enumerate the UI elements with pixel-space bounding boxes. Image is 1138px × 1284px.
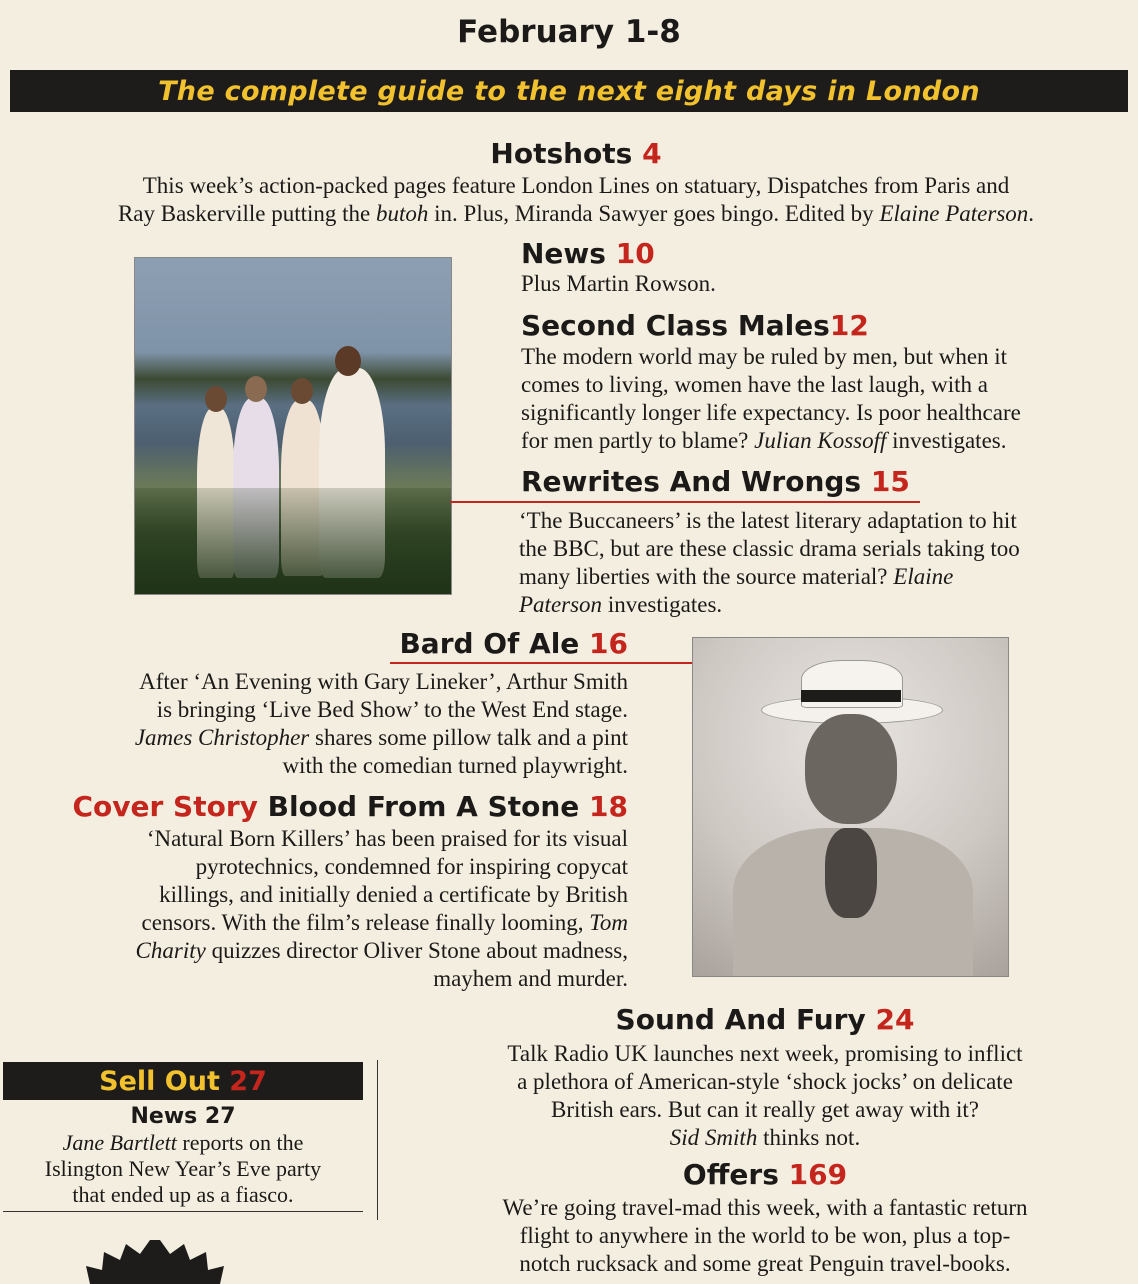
sound-title: Sound And Fury xyxy=(615,1003,866,1036)
hotshots-line: This week’s action-packed pages feature London Lines on statuary, Dispatches from Paris and xyxy=(142,173,1010,198)
second-class-title: Second Class Males xyxy=(521,309,830,342)
rewrites-page: 15 xyxy=(870,465,910,498)
sound-text: Talk Radio UK launches next week, promising to inflict a plethora of American-style ‘shock jocks’ on delicate British ears. But can it really get away with it? Sid Smith thinks not. xyxy=(507,1041,1023,1150)
sellout-heading xyxy=(3,1062,363,1102)
sellout-page: 27 xyxy=(229,1066,267,1097)
hotshots-heading xyxy=(0,137,1138,170)
offers-text: We’re going travel-mad this week, with a fantastic return flight to anywhere in the world to be won, plus a top- notch rucksack and some great Penguin travel-books. xyxy=(502,1195,1028,1276)
news-text: Plus Martin Rowson. xyxy=(521,271,716,296)
sellout-title: Sell Out xyxy=(99,1066,220,1097)
bard-text: After ‘An Evening with Gary Lineker’, Arthur Smith is bringing ‘Live Bed Show’ to the West End stage. James Christopher shares some pillow talk and a pint with the comedian turned playwright. xyxy=(134,669,628,778)
hotshots-line: Ray Baskerville putting the butoh in. Plus, Miranda Sawyer goes bingo. Edited by Elaine Paterson. xyxy=(117,201,1035,226)
offers-title: Offers xyxy=(682,1158,779,1191)
cover-page: 18 xyxy=(589,790,628,823)
buccaneers-photo xyxy=(134,257,452,595)
bard-rule xyxy=(390,662,692,664)
rewrites-rule xyxy=(450,501,920,503)
hotshots-title: Hotshots xyxy=(490,137,633,170)
news-heading xyxy=(521,237,655,270)
banner xyxy=(10,70,1128,112)
hotshots-page: 4 xyxy=(642,137,662,170)
starburst-badge xyxy=(70,1240,250,1284)
cover-kicker: Cover Story xyxy=(72,790,258,823)
cover-heading xyxy=(20,790,628,823)
second-class-text: The modern world may be ruled by men, but when it comes to living, women have the last laugh, with a significantly longer life expectancy. Is poor healthcare for men partly to blame? Julian Kossoff investigates. xyxy=(521,344,1021,453)
bard-page: 16 xyxy=(589,627,628,660)
cover-title: Blood From A Stone xyxy=(267,790,580,823)
second-class-heading xyxy=(521,309,869,342)
bard-title: Bard Of Ale xyxy=(399,627,580,660)
sellout-subheading: News 27 xyxy=(130,1104,236,1129)
rewrites-title: Rewrites And Wrongs xyxy=(521,465,862,498)
rewrites-text: ‘The Buccaneers’ is the latest literary adaptation to hit the BBC, but are these classic drama serials taking too many liberties with the source material? Elaine Paterson investigates. xyxy=(519,508,1020,617)
arthur-smith-photo xyxy=(692,637,1009,977)
offers-heading xyxy=(385,1158,1138,1191)
sellout-divider xyxy=(377,1060,378,1220)
news-page: 10 xyxy=(615,237,655,270)
offers-page: 169 xyxy=(788,1158,848,1191)
news-title: News xyxy=(521,237,606,270)
sound-heading xyxy=(385,1003,1138,1036)
hotshots-text xyxy=(0,172,1138,228)
banner-text: The complete guide to the next eight days in London xyxy=(158,76,980,107)
second-class-page: 12 xyxy=(829,309,869,342)
sellout-banner xyxy=(3,1062,363,1100)
sellout-bottom-rule xyxy=(3,1211,363,1212)
rewrites-heading xyxy=(521,465,910,498)
sellout-text: Jane Bartlett reports on the Islington New Year’s Eve party that ended up as a fiasco. xyxy=(44,1130,322,1207)
bard-heading xyxy=(300,627,628,660)
issue-date: February 1-8 xyxy=(457,14,681,50)
cover-text: ‘Natural Born Killers’ has been praised for its visual pyrotechnics, condemned for inspiring copycat killings, and initially denied a certificate by British censors. With the film’s release finally looming, Tom Charity quizzes director Oliver Stone about madness, mayhem and murder. xyxy=(135,826,628,991)
sound-page: 24 xyxy=(875,1003,915,1036)
